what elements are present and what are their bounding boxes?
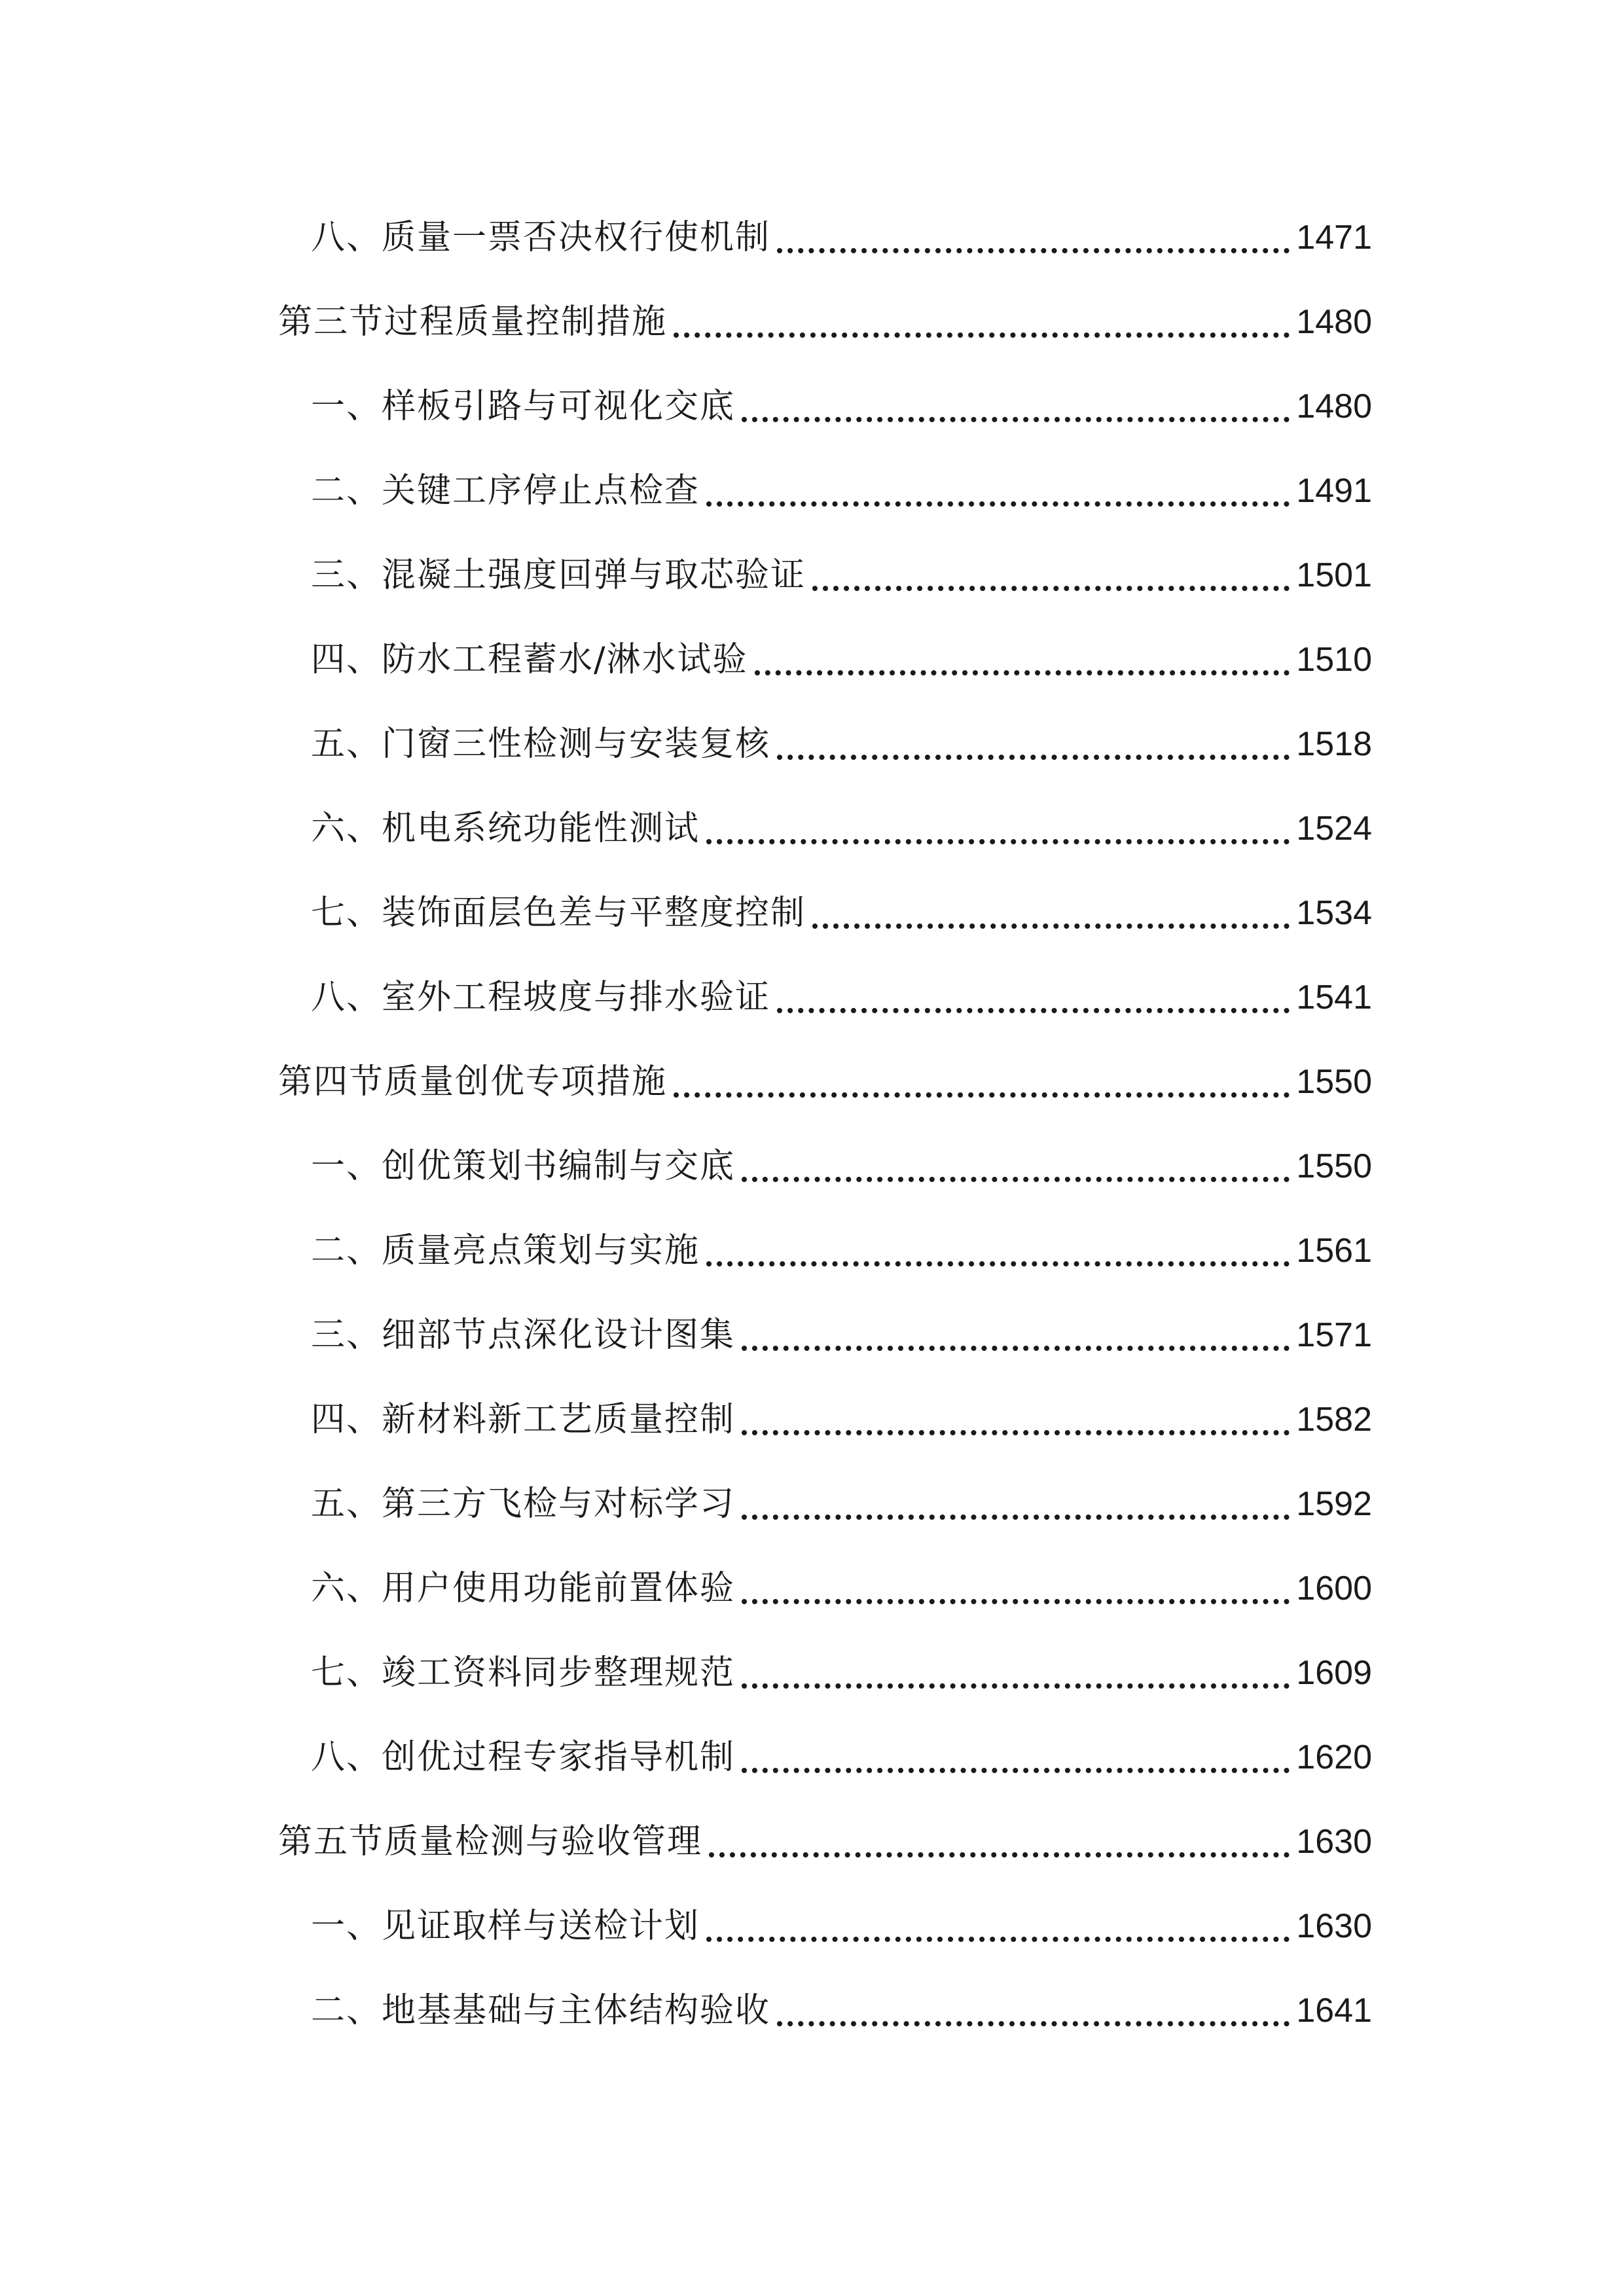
toc-entry[interactable]	[311, 711, 1372, 777]
toc-entry-title: 第三节过程质量控制措施	[278, 302, 668, 342]
toc-entry-title: 一、样板引路与可视化交底	[311, 387, 736, 426]
toc-entry[interactable]	[311, 1134, 1372, 1199]
toc-entry-page: 1561	[1296, 1232, 1372, 1270]
toc-entry[interactable]	[311, 880, 1372, 946]
toc-entry[interactable]	[311, 1978, 1372, 2043]
toc-dot-leader	[706, 839, 1290, 844]
toc-entry[interactable]	[311, 1218, 1372, 1283]
toc-entry[interactable]	[311, 205, 1372, 270]
toc-dot-leader	[742, 1430, 1290, 1435]
toc-dot-leader	[742, 1515, 1290, 1520]
toc-dot-leader	[706, 501, 1290, 507]
toc-entry-page: 1518	[1296, 725, 1372, 763]
toc-entry[interactable]	[311, 374, 1372, 439]
toc-entry-page: 1510	[1296, 641, 1372, 679]
toc-dot-leader	[777, 755, 1290, 760]
toc-entry[interactable]	[311, 965, 1372, 1030]
toc-entry-page: 1641	[1296, 1992, 1372, 2030]
toc-dot-leader	[709, 1852, 1290, 1857]
toc-entry-title: 三、细部节点深化设计图集	[311, 1316, 736, 1355]
toc-entry[interactable]	[311, 1387, 1372, 1452]
toc-entry-title: 五、门窗三性检测与安装复核	[311, 725, 771, 764]
toc-entry-page: 1600	[1296, 1570, 1372, 1607]
toc-dot-leader	[755, 670, 1290, 675]
toc-entry-title: 二、关键工序停止点检查	[311, 471, 700, 511]
toc-entry[interactable]	[311, 627, 1372, 692]
toc-entry[interactable]	[311, 458, 1372, 524]
toc-entry-page: 1550	[1296, 1063, 1372, 1101]
toc-dot-leader	[742, 1599, 1290, 1604]
toc-entry-page: 1571	[1296, 1316, 1372, 1354]
toc-dot-leader	[742, 417, 1290, 422]
toc-entry-page: 1620	[1296, 1738, 1372, 1776]
toc-dot-leader	[742, 1683, 1290, 1689]
toc-entry-title: 八、室外工程坡度与排水验证	[311, 978, 771, 1017]
toc-entry-title: 六、用户使用功能前置体验	[311, 1569, 736, 1608]
toc-entry-page: 1480	[1296, 387, 1372, 425]
toc-entry-title: 七、竣工资料同步整理规范	[311, 1653, 736, 1693]
toc-entry-title: 五、第三方飞检与对标学习	[311, 1484, 736, 1524]
toc-entry-page: 1550	[1296, 1147, 1372, 1185]
toc-entry-page: 1630	[1296, 1823, 1372, 1861]
toc-entry-title: 二、地基基础与主体结构验收	[311, 1991, 771, 2030]
toc-entry-page: 1541	[1296, 978, 1372, 1016]
toc-entry-page: 1630	[1296, 1907, 1372, 1945]
toc-entry[interactable]	[311, 1640, 1372, 1706]
toc-entry[interactable]	[311, 1471, 1372, 1537]
toc-entry[interactable]	[311, 1556, 1372, 1621]
toc-entry-title: 七、装饰面层色差与平整度控制	[311, 893, 806, 933]
toc-dot-leader	[674, 332, 1290, 338]
toc-entry-title: 六、机电系统功能性测试	[311, 809, 700, 848]
toc-entry-page: 1609	[1296, 1654, 1372, 1692]
toc-entry[interactable]	[311, 1302, 1372, 1368]
toc-entry-page: 1471	[1296, 219, 1372, 257]
toc-entry-title: 一、创优策划书编制与交底	[311, 1147, 736, 1186]
toc-dot-leader	[674, 1092, 1290, 1098]
toc-entry-page: 1501	[1296, 556, 1372, 594]
toc-entry-title: 三、混凝土强度回弹与取芯验证	[311, 556, 806, 595]
toc-entry-page: 1582	[1296, 1401, 1372, 1439]
toc-entry-title: 第五节质量检测与验收管理	[278, 1822, 703, 1861]
toc-entry-title: 八、质量一票否决权行使机制	[311, 218, 771, 257]
toc-dot-leader	[706, 1261, 1290, 1266]
toc-entry-page: 1524	[1296, 810, 1372, 848]
toc-entry-page: 1491	[1296, 472, 1372, 510]
toc-dot-leader	[706, 1937, 1290, 1942]
toc-entry-title: 四、新材料新工艺质量控制	[311, 1400, 736, 1439]
toc-entry[interactable]	[311, 1725, 1372, 1790]
toc-entry[interactable]	[311, 543, 1372, 608]
toc-entry-page: 1592	[1296, 1485, 1372, 1523]
toc-entry-title: 第四节质量创优专项措施	[278, 1062, 668, 1102]
toc-entry[interactable]	[278, 289, 1372, 355]
toc-dot-leader	[777, 2021, 1290, 2026]
toc-dot-leader	[777, 248, 1290, 253]
toc-dot-leader	[812, 924, 1290, 929]
toc-entry-title: 一、见证取样与送检计划	[311, 1907, 700, 1946]
toc-dot-leader	[742, 1177, 1290, 1182]
toc-entry[interactable]	[311, 1893, 1372, 1959]
toc-entry-page: 1480	[1296, 303, 1372, 341]
toc-entry[interactable]	[311, 796, 1372, 861]
toc-entry-title: 四、防水工程蓄水/淋水试验	[311, 640, 748, 679]
toc-entry[interactable]	[278, 1809, 1372, 1874]
toc-entry-page: 1534	[1296, 894, 1372, 932]
toc-entry-title: 二、质量亮点策划与实施	[311, 1231, 700, 1270]
toc-entry[interactable]	[278, 1049, 1372, 1115]
toc-dot-leader	[777, 1008, 1290, 1013]
toc-dot-leader	[812, 586, 1290, 591]
toc-dot-leader	[742, 1346, 1290, 1351]
toc-dot-leader	[742, 1768, 1290, 1773]
toc-entry-title: 八、创优过程专家指导机制	[311, 1738, 736, 1777]
